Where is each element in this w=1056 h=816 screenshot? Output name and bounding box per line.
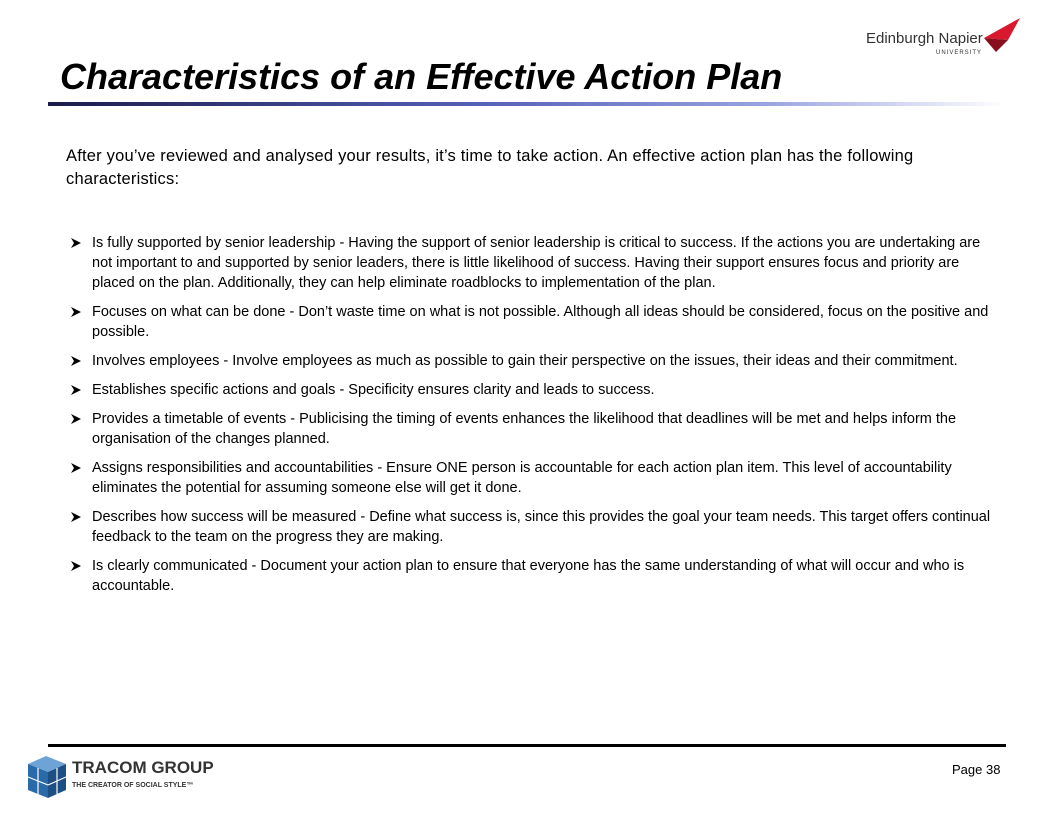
arrowhead-bullet-icon (70, 413, 82, 425)
list-item (70, 507, 1000, 547)
arrowhead-bullet-icon (70, 384, 82, 396)
arrowhead-bullet-icon (70, 462, 82, 474)
page-title: Characteristics of an Effective Action Plan (60, 56, 783, 97)
edinburgh-napier-logo (862, 14, 1022, 64)
list-item-text: Assigns responsibilities and accountabilities - Ensure ONE person is accountable for each action plan item. This level of accountability eliminates the potential for assuming someone else will get it done. (92, 460, 952, 496)
tracom-logo (24, 752, 214, 806)
title-divider (48, 102, 1006, 106)
list-item (70, 233, 1000, 293)
page-number: Page 38 (952, 762, 1001, 777)
intro-paragraph: After you’ve reviewed and analysed your results, it’s time to take action. An effective action plan has the following characteristics: (66, 147, 914, 188)
list-item-text: Describes how success will be measured - Define what success is, since this provides the goal your team needs. This target offers continual feedback to the team on the progress they are making. (92, 509, 991, 545)
arrowhead-bullet-icon (70, 355, 82, 367)
footer-divider (48, 744, 1006, 747)
list-item (70, 556, 1000, 596)
logo-name: Edinburgh Napier (866, 30, 983, 47)
list-item (70, 409, 1000, 449)
list-item-text: Provides a timetable of events - Publicising the timing of events enhances the likelihood that deadlines will be met and helps inform the organisation of the changes planned. (92, 411, 957, 447)
logo-subtitle: UNIVERSITY (936, 50, 983, 56)
list-item-text: Is clearly communicated - Document your action plan to ensure that everyone has the same understanding of what will occur and who is accountable. (92, 558, 965, 594)
arrowhead-bullet-icon (70, 306, 82, 318)
arrowhead-bullet-icon (70, 511, 82, 523)
list-item-text: Is fully supported by senior leadership - Having the support of senior leadership is critical to success. If the actions you are undertaking are not important to and supported by senior leaders, there is little likelihood of success. Having their support ensures focus and priority are placed on the plan. Additionally, they can help eliminate roadblocks to implementation of the plan. (92, 235, 981, 291)
arrowhead-bullet-icon (70, 237, 82, 249)
characteristics-list (70, 233, 1000, 605)
arrowhead-bullet-icon (70, 560, 82, 572)
list-item (70, 380, 1000, 400)
tracom-company-name: TRACOM GROUP (72, 758, 214, 777)
list-item-text: Involves employees - Involve employees as much as possible to gain their perspective on the issues, their ideas and their commitment. (92, 353, 958, 369)
list-item (70, 351, 1000, 371)
tracom-tagline: THE CREATOR OF SOCIAL STYLE™ (72, 782, 194, 789)
cube-logo-icon (24, 752, 70, 802)
napier-flag-icon (982, 16, 1022, 56)
list-item-text: Focuses on what can be done - Don’t waste time on what is not possible. Although all ideas should be considered, focus on the positive and possible. (92, 304, 989, 340)
list-item (70, 458, 1000, 498)
list-item (70, 302, 1000, 342)
list-item-text: Establishes specific actions and goals - Specificity ensures clarity and leads to success. (92, 382, 655, 398)
